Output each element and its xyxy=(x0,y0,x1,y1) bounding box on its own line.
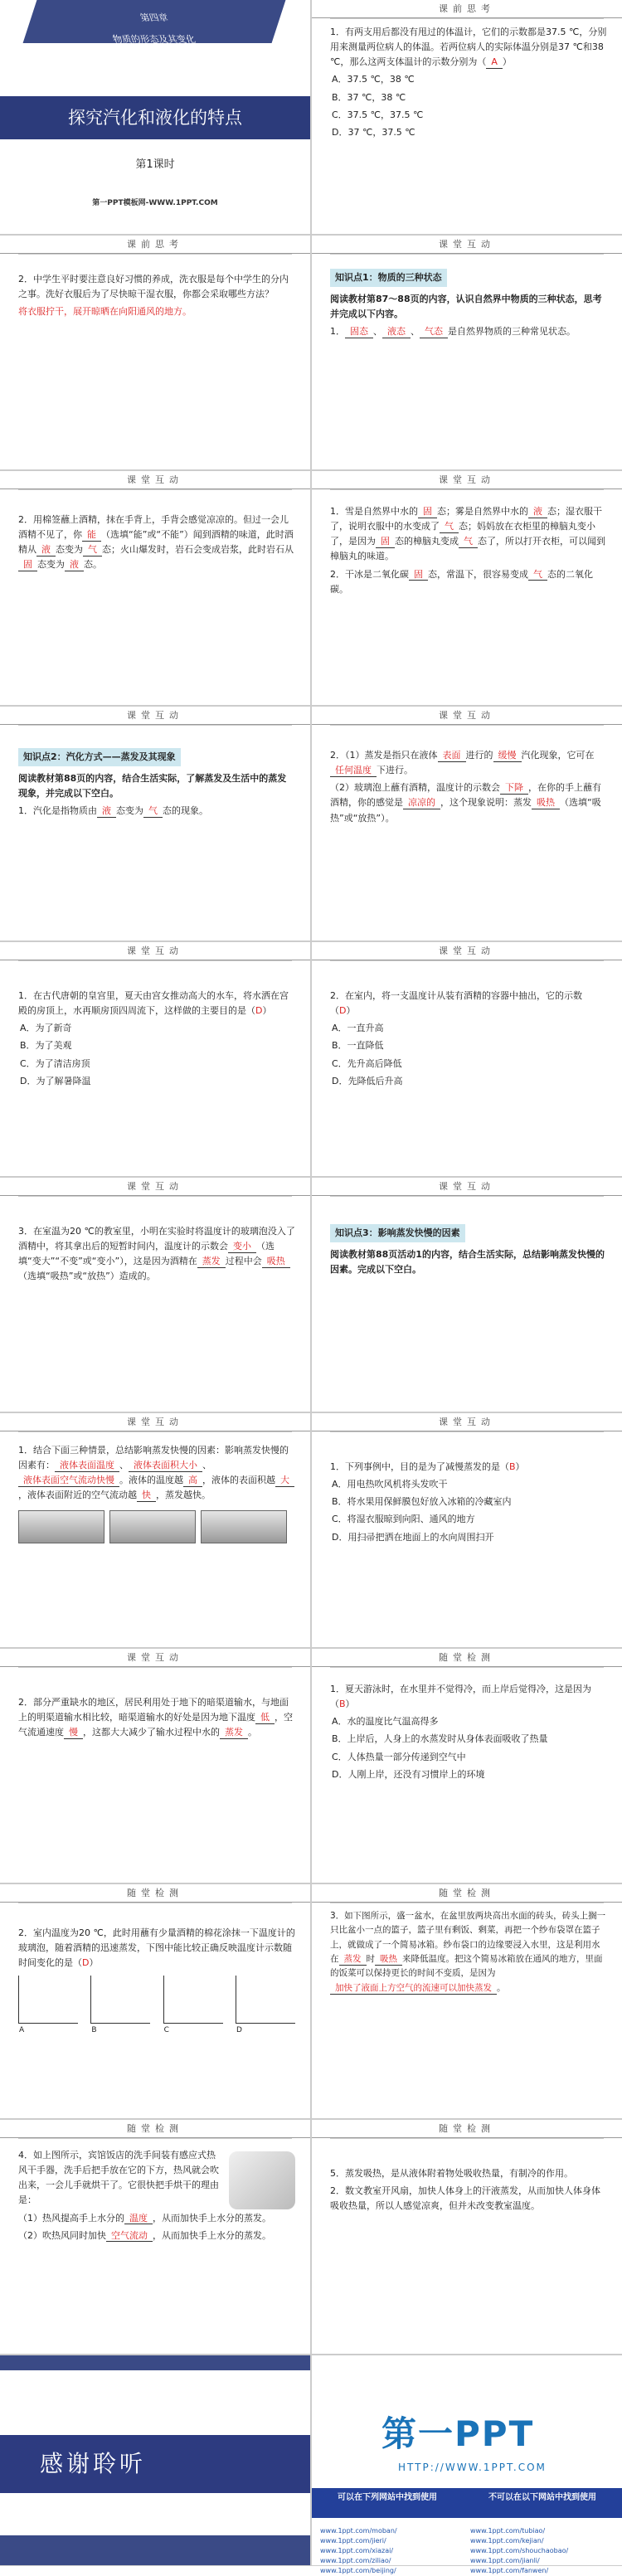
question-text: 1．结合下面三种情景，总结影响蒸发快慢的因素：影响蒸发快慢的因素有： 液体表面温度 、 液体表面积大小 、液体表面空气流动快慢 。液体的温度越 高 ，液体的表面积越 大，液体表面附近的空气流动越 快 ，蒸发越快。 xyxy=(18,1443,295,1504)
lesson-label: 第1课时 xyxy=(135,158,175,171)
slide-17 xyxy=(0,1884,310,2118)
band-left: 可以在下列网站中找到使用 xyxy=(338,2493,437,2502)
link-list xyxy=(320,2526,614,2576)
slide-2 xyxy=(312,0,622,234)
chapter-subtitle: 物质的形态及其变化 xyxy=(111,34,197,45)
answer-text: 将衣服拧干，展开晾晒在向阳通风的地方。 xyxy=(18,306,192,318)
option: A．为了新奇 xyxy=(20,1023,72,1034)
slide-header: 课堂互动 xyxy=(0,471,310,489)
slide-14 xyxy=(312,1413,622,1647)
link-item[interactable]: www.1ppt.com/kejian/ xyxy=(470,2537,544,2544)
slide-header: 课堂互动 xyxy=(0,707,310,725)
question-text: 2．（1）蒸发是指只在液体 表面 进行的 缓慢 汽化现象，它可在任何温度 下进行。 xyxy=(330,750,595,776)
slide-header: 课堂互动 xyxy=(312,236,622,254)
option-chart: A xyxy=(18,1976,78,2024)
slide-9 xyxy=(0,942,310,1176)
option: B．上岸后，人身上的水蒸发时从身体表面吸收了热量 xyxy=(332,1733,548,1745)
question-text: 4．如上图所示，宾馆饭店的洗手间装有感应式热风干手器，洗手后把手放在它的下方，热风就会吹出来，一会儿手就烘干了。它很快把手烘干的理由是： xyxy=(18,2150,219,2206)
question-text: 1．雪是自然界中水的 固 态；雾是自然界中水的 液 态；湿衣服干了，说明衣服中的水变成了 气 态；妈妈放在衣柜里的樟脑丸变小了，是因为 固 态的樟脑丸变成 气 态了，所以打开衣柜，可以闻到樟脑丸的味道。 xyxy=(330,506,605,562)
option-chart: C xyxy=(163,1976,223,2024)
option: C．为了清洁房顶 xyxy=(20,1057,90,1069)
intro-text: 阅读教材第88页活动1的内容，结合生活实际，总结影响蒸发快慢的因素。完成以下空白。 xyxy=(330,1249,605,1276)
slide-11 xyxy=(0,1178,310,1412)
option: D．先降低后升高 xyxy=(332,1075,403,1086)
question-text: 1．下列事例中，目的是为了减慢蒸发的是（B） xyxy=(330,1461,525,1472)
slide-header: 随堂检测 xyxy=(312,1884,622,1903)
question-text: 1．在古代唐朝的皇宫里，夏天由宫女推动高大的水车，将水洒在宫殿的房顶上，水再顺房顶四周流下，这样做的主要目的是（D） xyxy=(18,990,289,1017)
question-text: 2．部分严重缺水的地区，居民利用处于地下的暗渠道输水，与地面上的明渠道输水相比较，暗渠道输水的好处是因为地下温度 低 ，空气流通速度 慢 ，这都大大减少了输水过程中水的 蒸发 。 xyxy=(18,1697,293,1738)
question-text: 2．中学生平时要注意良好习惯的养成，洗衣服是每个中学生的分内之事。洗好衣服后为了尽快晾干湿衣服，你都会采取哪些方法？ xyxy=(18,274,289,300)
scene-photo xyxy=(109,1510,196,1543)
question-text: 2．干冰是二氧化碳 固 态，常温下，很容易变成 气 态的二氧化碳。 xyxy=(330,568,593,595)
cover-title: 探究汽化和液化的特点 xyxy=(0,96,310,139)
slide-18 xyxy=(312,1884,622,2118)
question-text: （1）热风提高手上水分的 温度 ，从而加快手上水分的蒸发。 xyxy=(18,2212,271,2224)
option: C．先升高后降低 xyxy=(332,1057,402,1069)
top-bar xyxy=(0,2355,310,2370)
option: D．为了解暑降温 xyxy=(20,1075,91,1086)
link-item[interactable]: www.1ppt.com/jianli/ xyxy=(470,2557,540,2564)
slide-header: 随堂检测 xyxy=(0,1884,310,1903)
site-label: 第一PPT模板网-WWW.1PPT.COM xyxy=(92,199,218,207)
slide-header: 随堂检测 xyxy=(312,2120,622,2138)
option: B．将水果用保鲜膜包好放入冰箱的冷藏室内 xyxy=(332,1496,512,1508)
question-text: 1．有两支用后都没有甩过的体温计，它们的示数都是37.5 ℃，分别用来测量两位病人的体温。若两位病人的实际体温分别是37 ℃和38 ℃，那么这两支体温计的示数分别为（ A ） xyxy=(330,27,607,68)
answer-text: 2．数文教室开风扇，加快人体身上的汗液蒸发，从而加快人体身体吸收热量，所以人感觉凉爽，但并未改变教室温度。 xyxy=(330,2185,600,2212)
slide-4 xyxy=(312,236,622,469)
band-right: 不可以在以下网站中找到使用 xyxy=(488,2493,596,2502)
option-chart: D xyxy=(236,1976,295,2024)
question-text: 1．夏天游泳时，在水里并不觉得冷，而上岸后觉得冷，这是因为（B） xyxy=(330,1684,591,1710)
option: D．人刚上岸，还没有习惯岸上的环境 xyxy=(332,1768,485,1780)
option: A．一直升高 xyxy=(332,1023,384,1034)
slide-header: 随堂检测 xyxy=(0,2120,310,2138)
knowledge-tag: 知识点3：影响蒸发快慢的因素 xyxy=(330,1224,465,1242)
intro-text: 阅读教材第87～88页的内容，认识自然界中物质的三种状态，思考并完成以下内容。 xyxy=(330,294,602,320)
option: C．人体热量一部分传递到空气中 xyxy=(332,1751,466,1762)
option: D．用扫帚把洒在地面上的水向周围扫开 xyxy=(332,1531,494,1543)
option: A．水的温度比气温高得多 xyxy=(332,1716,439,1728)
thanks-title: 感谢聆听 xyxy=(0,2435,310,2493)
question-text: （2）吹热风同时加快 空气流动 ，从而加快手上水分的蒸发。 xyxy=(18,2229,271,2241)
slide-header: 随堂检测 xyxy=(312,1649,622,1667)
answer-text: 5．蒸发吸热，是从液体附着物处吸收热量，有制冷的作用。 xyxy=(330,2168,573,2179)
question-text: 2．在室内，将一支温度计从装有酒精的容器中抽出，它的示数（D） xyxy=(330,990,582,1017)
knowledge-tag: 知识点1：物质的三种状态 xyxy=(330,269,447,287)
chapter-banner xyxy=(23,0,286,43)
question-text: （2）玻璃泡上蘸有酒精，温度计的示数会 下降 ，在你的手上蘸有酒精，你的感觉是 凉凉的 ，这个现象说明：蒸发 吸热 （选填“吸热”或“放热”）。 xyxy=(330,782,601,824)
link-item[interactable]: www.1ppt.com/jieri/ xyxy=(320,2537,386,2544)
slide-header: 课堂互动 xyxy=(312,707,622,725)
ppt-logo: 第一PPT xyxy=(381,2413,535,2454)
option: B．37 ℃，38 ℃ xyxy=(332,91,406,103)
option: A．37.5 ℃，38 ℃ xyxy=(332,74,415,85)
knowledge-tag: 知识点2：汽化方式——蒸发及其现象 xyxy=(18,748,181,766)
option: D．37 ℃，37.5 ℃ xyxy=(332,126,415,138)
option: B．一直降低 xyxy=(332,1040,384,1052)
question-text: 1．汽化是指物质由 液 态变为 气 态的现象。 xyxy=(18,805,208,817)
scene-photo xyxy=(201,1510,287,1543)
option: A．用电热吹风机将头发吹干 xyxy=(332,1479,448,1490)
slide-header: 课堂互动 xyxy=(0,942,310,960)
slide-thanks xyxy=(0,2355,310,2565)
bottom-bar xyxy=(0,2535,310,2565)
option: C．将湿衣服晾到向阳、通风的地方 xyxy=(332,1514,475,1525)
slide-header: 课堂互动 xyxy=(312,1413,622,1431)
link-item[interactable]: www.1ppt.com/tubiao/ xyxy=(470,2527,546,2535)
chapter-label: 第四章 xyxy=(138,12,170,23)
question-text: 3．如下图所示，盛一盆水，在盆里放两块高出水面的砖头，砖头上搁一只比盆小一点的篮子，篮子里有剩饭、剩菜，再把一个纱布袋罩在篮子上，就做成了一个简易冰箱。纱布袋口的边缘要浸入水里，这是利用水在 蒸发 时 吸热 来降低温度。把这个简易冰箱放在通风的地方，里面的饭菜可以保持更长的时间不变质，是因为加快了液面上方空气的流速可以加快蒸发 。 xyxy=(330,1909,607,1995)
slide-header: 课堂互动 xyxy=(312,471,622,489)
slide-7 xyxy=(0,707,310,940)
scene-photo xyxy=(18,1510,104,1543)
link-item[interactable]: www.1ppt.com/moban/ xyxy=(320,2527,397,2535)
slide-header: 课堂互动 xyxy=(312,942,622,960)
slide-header: 课堂互动 xyxy=(0,1413,310,1431)
scene-photos xyxy=(18,1510,295,1543)
intro-text: 阅读教材第88页的内容，结合生活实际，了解蒸发及生活中的蒸发现象，并完成以下空白。 xyxy=(18,773,287,800)
slide-ppt-ad xyxy=(312,2355,622,2574)
slide-header: 课前思考 xyxy=(0,236,310,254)
slide-10 xyxy=(312,942,622,1176)
slide-20 xyxy=(312,2120,622,2354)
question-text: 2．用棉签蘸上酒精，抹在手背上，手背会感觉凉凉的。但过一会儿酒精不见了，你 能 （选填“能”或“不能”）闻到酒精的味道，此时酒精从 液 态变为 气 态；火山爆发时，岩石会变成岩浆，此时岩石从固 态变为 液 态。 xyxy=(18,514,294,571)
option-charts xyxy=(18,1976,295,2034)
question-text: 1． 固态 、 液态 、 气态 是自然界物质的三种常见状态。 xyxy=(330,326,576,338)
slide-cover xyxy=(0,0,310,234)
slide-5 xyxy=(0,471,310,705)
slide-15 xyxy=(0,1649,310,1883)
slide-19 xyxy=(0,2120,310,2354)
slide-header: 课堂互动 xyxy=(0,1649,310,1667)
link-item[interactable]: www.1ppt.com/shouchaobao/ xyxy=(470,2547,569,2554)
slide-16 xyxy=(312,1649,622,1883)
slide-8 xyxy=(312,707,622,940)
link-item[interactable]: www.1ppt.com/xiazai/ xyxy=(320,2547,394,2554)
option: C．37.5 ℃，37.5 ℃ xyxy=(332,109,424,120)
hand-dryer-image xyxy=(229,2151,295,2209)
option: B．为了美观 xyxy=(20,1040,72,1052)
slide-6 xyxy=(312,471,622,705)
link-item[interactable]: www.1ppt.com/beijing/ xyxy=(320,2567,396,2574)
ppt-url[interactable]: HTTP://WWW.1PPT.COM xyxy=(398,2462,547,2473)
slide-3 xyxy=(0,236,310,469)
answer-blank: A xyxy=(486,56,503,69)
info-band xyxy=(312,2488,622,2518)
slide-header: 课堂互动 xyxy=(0,1178,310,1196)
slide-13 xyxy=(0,1413,310,1647)
question-text: 2．室内温度为20 ℃，此时用蘸有少量酒精的棉花涂抹一下温度计的玻璃泡，随着酒精的迅速蒸发，下图中能比较正确反映温度计示数随时间变化的是（D） xyxy=(18,1927,295,1969)
slide-header: 课堂互动 xyxy=(312,1178,622,1196)
option-chart: B xyxy=(90,1976,150,2024)
link-item[interactable]: www.1ppt.com/ziliao/ xyxy=(320,2557,391,2564)
slide-header: 课前思考 xyxy=(312,0,622,18)
question-text: 3．在室温为20 ℃的教室里，小明在实验时将温度计的玻璃泡没入了酒精中，将其拿出后的短暂时间内，温度计的示数会 变小 （选填“变大”“不变”或“变小”），这是因为酒精在 蒸发 过程中会 吸热（选填“吸热”或“放热”）造成的。 xyxy=(18,1226,295,1282)
slide-12 xyxy=(312,1178,622,1412)
link-item[interactable]: www.1ppt.com/fanwen/ xyxy=(470,2567,549,2574)
